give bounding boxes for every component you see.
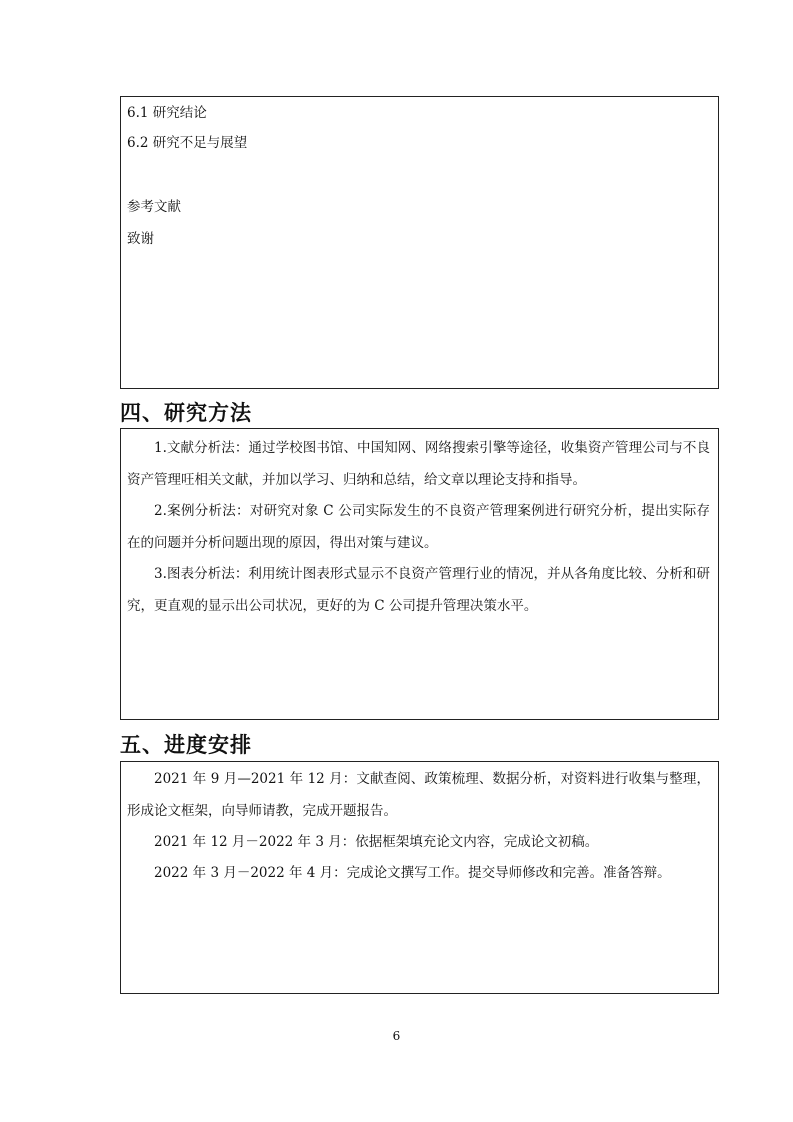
schedule-box — [120, 761, 719, 994]
toc-box — [120, 96, 719, 389]
schedule-paragraph-1: 2021 年 9 月—2021 年 12 月：文献查阅、政策梳理、数据分析，对资料进行收集与整理，形成论文框架，向导师请教，完成开题报告。 — [127, 771, 710, 819]
method-paragraph-2: 2.案例分析法：对研究对象 C 公司实际发生的不良资产管理案例进行研究分析，提出实际存在的问题并分析问题出现的原因，得出对策与建议。 — [127, 503, 710, 551]
section-4-heading: 四、研究方法 — [120, 401, 252, 425]
toc-item-acknowledgements: 致谢 — [127, 231, 154, 247]
page-number: 6 — [392, 1029, 401, 1043]
schedule-paragraph-2: 2021 年 12 月－2022 年 3 月：依据框架填充论文内容，完成论文初稿。 — [154, 834, 599, 850]
section-5-heading: 五、进度安排 — [120, 733, 252, 757]
toc-item-6-2: 6.2 研究不足与展望 — [127, 135, 248, 151]
method-paragraph-3: 3.图表分析法：利用统计图表形式显示不良资产管理行业的情况，并从各角度比较、分析和研究，更直观的显示出公司状况，更好的为 C 公司提升管理决策水平。 — [127, 566, 710, 614]
toc-item-6-1: 6.1 研究结论 — [127, 105, 207, 121]
research-methods-box — [120, 428, 719, 720]
method-paragraph-1: 1.文献分析法：通过学校图书馆、中国知网、网络搜索引擎等途径，收集资产管理公司与不良资产管理㕵相关文献，并加以学习、归纳和总结，给文章以理论支持和指导。 — [127, 440, 710, 488]
schedule-paragraph-3: 2022 年 3 月－2022 年 4 月：完成论文撰写工作。提交导师修改和完善。准备答辩。 — [154, 865, 671, 881]
toc-item-references: 参考文献 — [127, 199, 181, 215]
